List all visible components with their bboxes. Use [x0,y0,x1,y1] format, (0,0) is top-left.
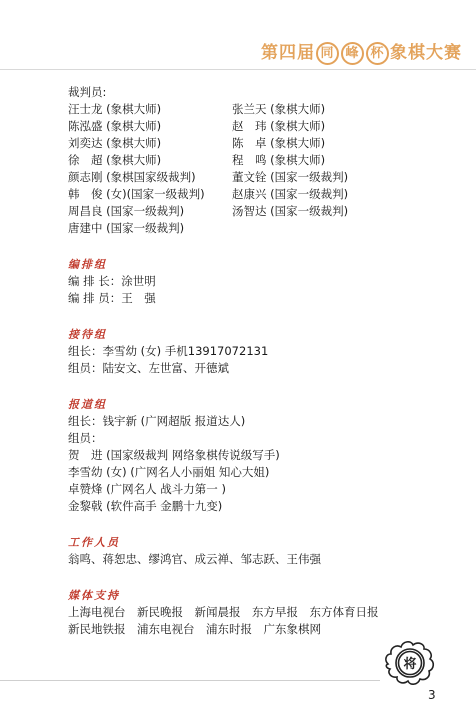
referee-name: 周昌良 (国家一级裁判) [68,204,185,218]
referee-row [68,135,468,152]
referee-name: 陈泓盛 (象棋大师) [68,119,162,133]
referee-name: 颜志刚 (象棋国家级裁判) [68,170,196,184]
section-line: 编 排 长：涂世明 [68,274,156,288]
title-suffix: 象棋大赛 [390,43,462,63]
section-line: 李雪幼 (女) (广网名人小丽姐 知心大姐) [68,465,270,479]
section-line: 编 排 员：王 强 [68,291,156,305]
referee-row [68,186,468,203]
section-line: 组员：陆安文、左世富、开德斌 [68,361,229,375]
referee-name: 程 鸣 (象棋大师) [232,153,326,167]
section-line: 金黎戟 (软件高手 金鹏十九变) [68,499,223,513]
footer-divider [0,680,380,681]
referee-row [68,118,468,135]
seal-glyph: 将 [403,657,417,672]
section-line: 新民地铁报 浦东电视台 浦东时报 广东象棋网 [68,622,321,636]
title-prefix: 第四届 [261,43,315,63]
spacer [68,307,468,326]
referee-name: 韩 俊 (女)(国家一级裁判) [68,187,205,201]
referee-name: 赵康兴 (国家一级裁判) [232,187,349,201]
section-title-reception: 接待组 [68,328,107,341]
referee-name: 徐 超 (象棋大师) [68,153,162,167]
section-title-staff: 工作人员 [68,536,120,549]
section-line: 翁鸣、蒋恕忠、缪鸿官、成云禅、邹志跃、王伟强 [68,552,321,566]
referee-name: 陈 卓 (象棋大师) [232,136,326,150]
referee-row [68,101,468,118]
section-line: 卓赞烽 (广网名人 战斗力第一 ) [68,482,226,496]
spacer [68,515,468,534]
title-circled-char: 峰 [341,42,364,65]
spacer [68,377,468,396]
referee-row [68,152,468,169]
referees-heading: 裁判员: [68,85,107,99]
referee-row [68,169,468,186]
title-circled-char: 杯 [366,42,389,65]
referee-name: 汤智达 (国家一级裁判) [232,204,349,218]
referee-name: 赵 玮 (象棋大师) [232,119,326,133]
referee-row [68,203,468,220]
referee-name: 刘奕达 (象棋大师) [68,136,162,150]
referee-name: 汪士龙 (象棋大师) [68,102,162,116]
section-line: 组长：钱宇新 (广网超版 报道达人) [68,414,246,428]
section-title-media: 媒体支持 [68,589,120,602]
section-title-editing: 编排组 [68,258,107,271]
title-circled-char: 同 [316,42,339,65]
page-header [0,0,476,80]
spacer [68,568,468,587]
event-title [261,38,462,65]
section-title-press: 报道组 [68,398,107,411]
referee-row [68,220,468,237]
page-number: 3 [428,688,436,702]
section-line: 上海电视台 新民晚报 新闻晨报 东方早报 东方体育日报 [68,605,379,619]
section-line: 组员： [68,431,103,445]
referee-name: 唐建中 (国家一级裁判) [68,221,185,235]
referee-name: 张兰天 (象棋大师) [232,102,326,116]
spacer [68,237,468,256]
section-line: 贺 进 (国家级裁判 网络象棋传说级写手) [68,448,280,462]
chess-seal-icon [382,634,440,692]
referee-name: 董文铨 (国家一级裁判) [232,170,349,184]
staff-list [68,84,468,638]
header-divider [0,69,476,70]
section-line: 组长：李雪幼 (女) 手机13917072131 [68,344,269,358]
